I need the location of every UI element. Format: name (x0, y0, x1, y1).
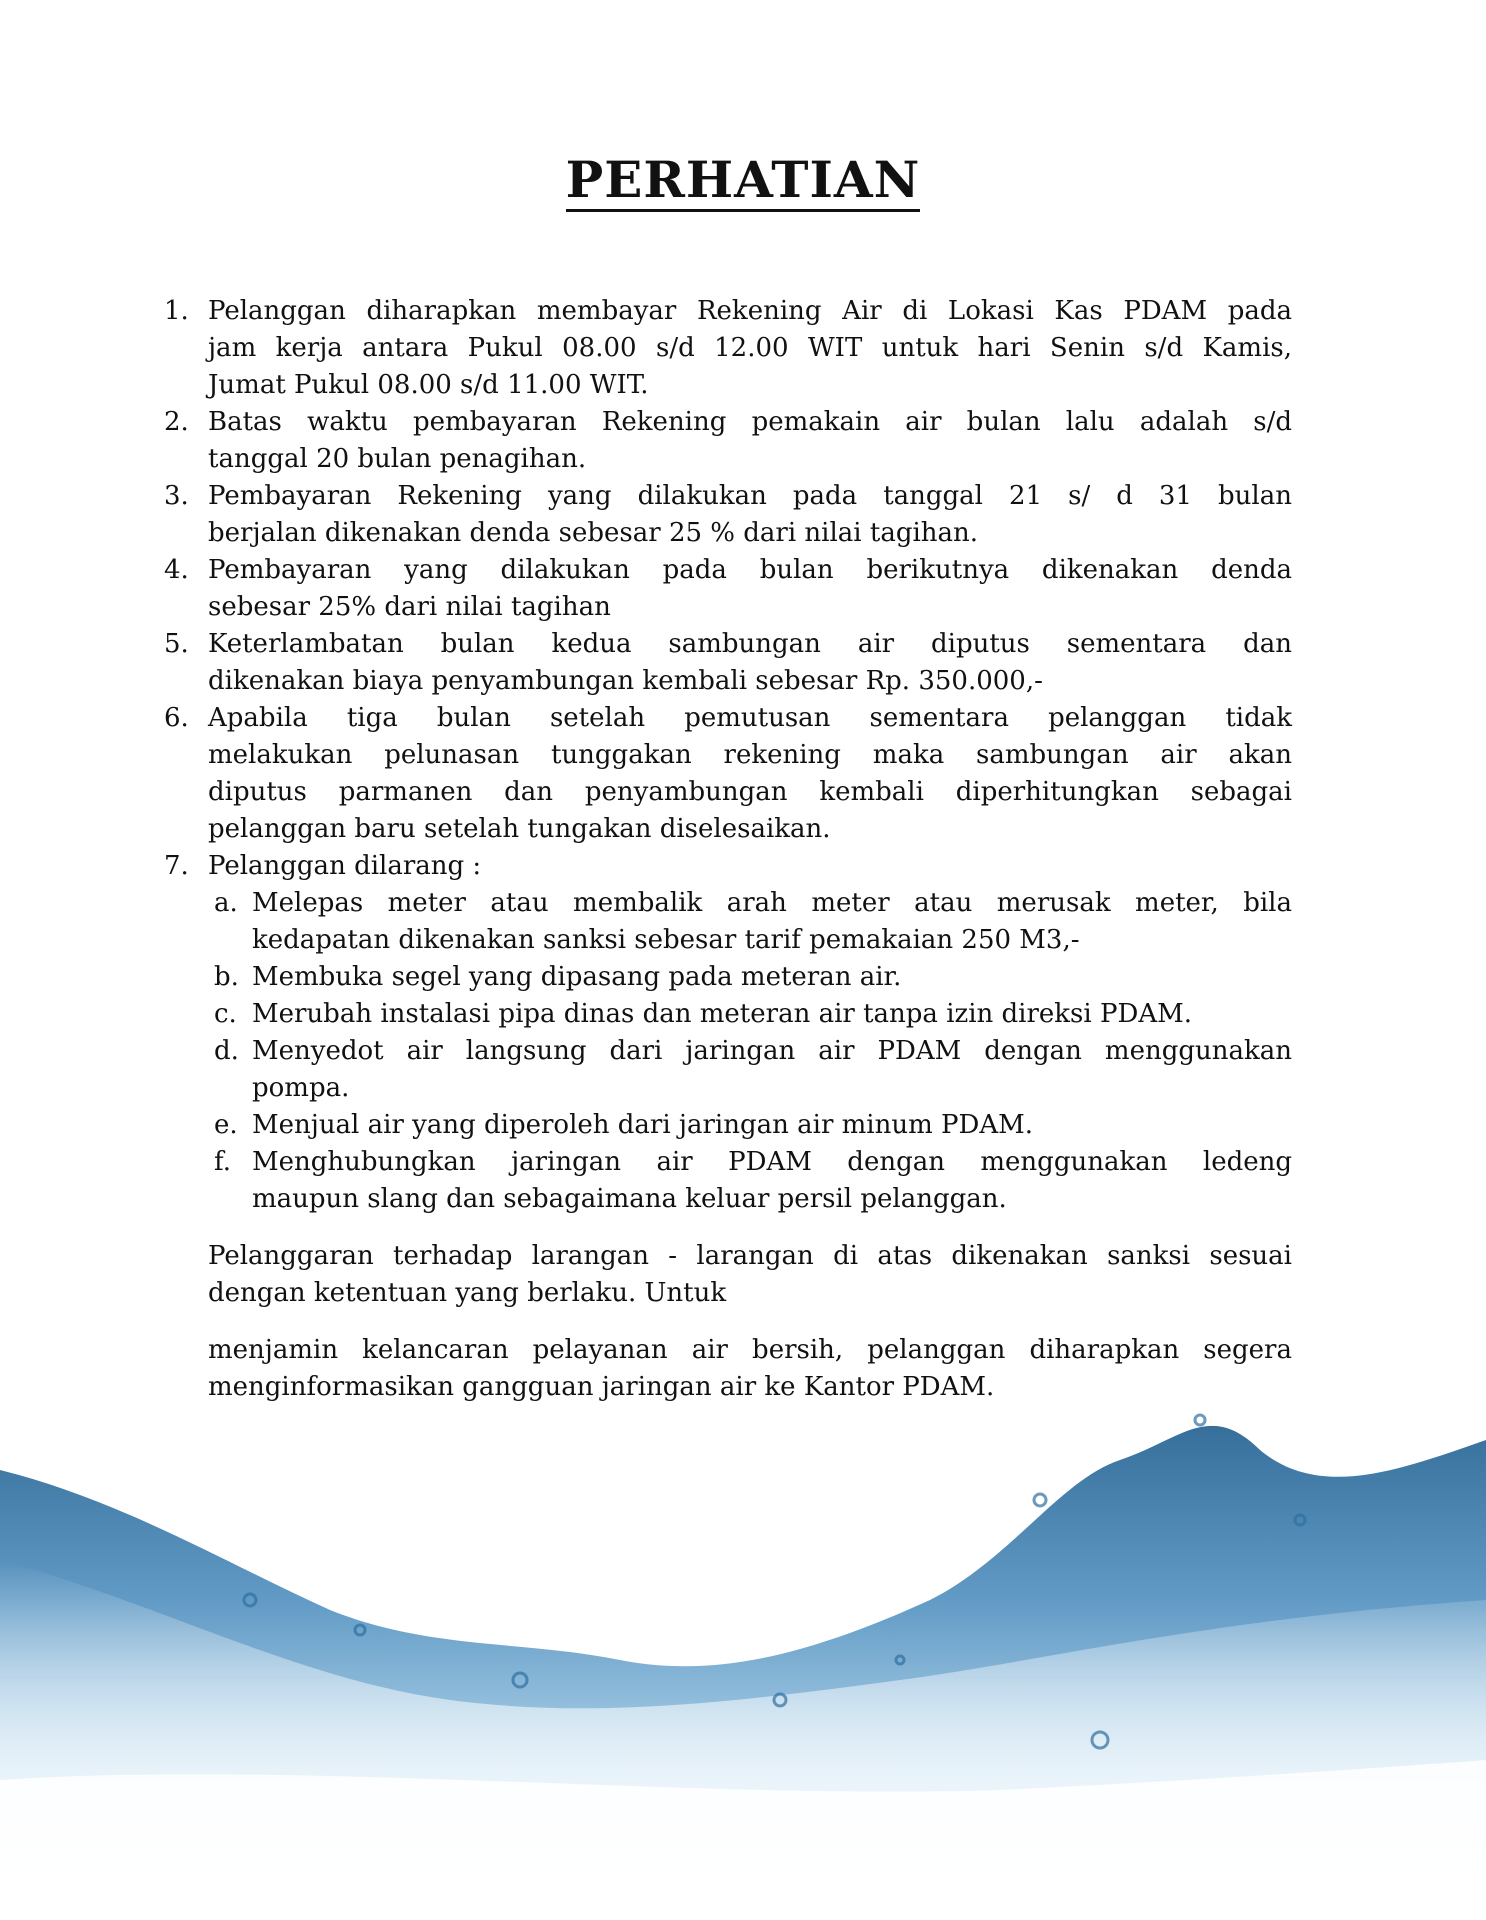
item-text (208, 552, 1292, 626)
sub-item-letter: f. (214, 1147, 231, 1177)
text-line: Menyedot air langsung dari jaringan air PDAM dengan menggunakan (252, 1036, 1292, 1066)
item-text (208, 848, 1292, 885)
item-number: 4. (164, 555, 189, 585)
notice-content (164, 293, 1292, 1406)
text-line: jam kerja antara Pukul 08.00 s/d 12.00 WIT untuk hari Senin s/d Kamis, (208, 333, 1292, 363)
item-text (208, 404, 1292, 478)
text-line: tanggal 20 bulan penagihan. (208, 444, 587, 474)
text-line: Menghubungkan jaringan air PDAM dengan menggunakan ledeng (252, 1147, 1292, 1177)
sub-item-letter: b. (214, 962, 239, 992)
sub-list-item (214, 1144, 1292, 1218)
sub-list-item (214, 1107, 1292, 1144)
sub-item-text (252, 1033, 1292, 1107)
item-number: 2. (164, 407, 189, 437)
text-line: dengan ketentuan yang berlaku. Untuk (208, 1278, 727, 1308)
text-line: pelanggan baru setelah tungakan diselesaikan. (208, 814, 831, 844)
text-line: sebesar 25% dari nilai tagihan (208, 592, 611, 622)
item-number: 5. (164, 629, 189, 659)
text-line: menjamin kelancaran pelayanan air bersih, pelanggan diharapkan segera (208, 1335, 1292, 1365)
text-line: Batas waktu pembayaran Rekening pemakain air bulan lalu adalah s/d (208, 407, 1292, 437)
text-line: Menjual air yang diperoleh dari jaringan air minum PDAM. (252, 1110, 1034, 1140)
list-item (164, 848, 1292, 885)
closing-paragraph (208, 1238, 1292, 1312)
text-line: berjalan dikenakan denda sebesar 25 % dari nilai tagihan. (208, 518, 979, 548)
closing-paragraph (208, 1332, 1292, 1406)
list-item (164, 552, 1292, 626)
sub-item-text (252, 885, 1292, 959)
text-line: maupun slang dan sebagaimana keluar persil pelanggan. (252, 1184, 1007, 1214)
list-item (164, 626, 1292, 700)
text-line: melakukan pelunasan tunggakan rekening maka sambungan air akan (208, 740, 1292, 770)
list-item (164, 700, 1292, 848)
item-text (208, 700, 1292, 848)
item-number: 3. (164, 481, 189, 511)
sub-item-letter: a. (214, 888, 238, 918)
list-item (164, 478, 1292, 552)
sub-item-letter: d. (214, 1036, 239, 1066)
sub-item-text (252, 1144, 1292, 1218)
item-text (208, 478, 1292, 552)
text-line: diputus parmanen dan penyambungan kembali diperhitungkan sebagai (208, 777, 1292, 807)
text-line: dikenakan biaya penyambungan kembali sebesar Rp. 350.000,- (208, 666, 1043, 696)
text-line: Pelanggaran terhadap larangan - larangan di atas dikenakan sanksi sesuai (208, 1241, 1292, 1271)
sub-list-item (214, 885, 1292, 959)
text-line: Pelanggan diharapkan membayar Rekening Air di Lokasi Kas PDAM pada (208, 296, 1292, 326)
sub-list-item (214, 959, 1292, 996)
list-item (164, 293, 1292, 404)
text-line: Merubah instalasi pipa dinas dan meteran air tanpa izin direksi PDAM. (252, 999, 1192, 1029)
sub-item-text (252, 1107, 1292, 1144)
item-text (208, 626, 1292, 700)
text-line: Pembayaran yang dilakukan pada bulan berikutnya dikenakan denda (208, 555, 1292, 585)
page-title: PERHATIAN (0, 150, 1486, 209)
item-number: 6. (164, 703, 189, 733)
text-line: Apabila tiga bulan setelah pemutusan sementara pelanggan tidak (208, 703, 1292, 733)
text-line: Keterlambatan bulan kedua sambungan air diputus sementara dan (208, 629, 1292, 659)
sub-item-text (252, 996, 1292, 1033)
text-line: Pembayaran Rekening yang dilakukan pada tanggal 21 s/ d 31 bulan (208, 481, 1292, 511)
sub-list-item (214, 1033, 1292, 1107)
text-line: Jumat Pukul 08.00 s/d 11.00 WIT. (208, 370, 649, 400)
text-line: kedapatan dikenakan sanksi sebesar tarif pemakaian 250 M3,- (252, 925, 1080, 955)
text-line: pompa. (252, 1073, 350, 1103)
sub-item-text (252, 959, 1292, 996)
item-text (208, 293, 1292, 404)
sub-list-item (214, 996, 1292, 1033)
sub-item-letter: e. (214, 1110, 238, 1140)
text-line: menginformasikan gangguan jaringan air ke Kantor PDAM. (208, 1372, 995, 1402)
text-line: Membuka segel yang dipasang pada meteran air. (252, 962, 902, 992)
sub-item-letter: c. (214, 999, 237, 1029)
list-item (164, 404, 1292, 478)
item-number: 1. (164, 296, 189, 326)
text-line: Melepas meter atau membalik arah meter atau merusak meter, bila (252, 888, 1292, 918)
text-line: Pelanggan dilarang : (208, 851, 482, 881)
item-number: 7. (164, 851, 189, 881)
